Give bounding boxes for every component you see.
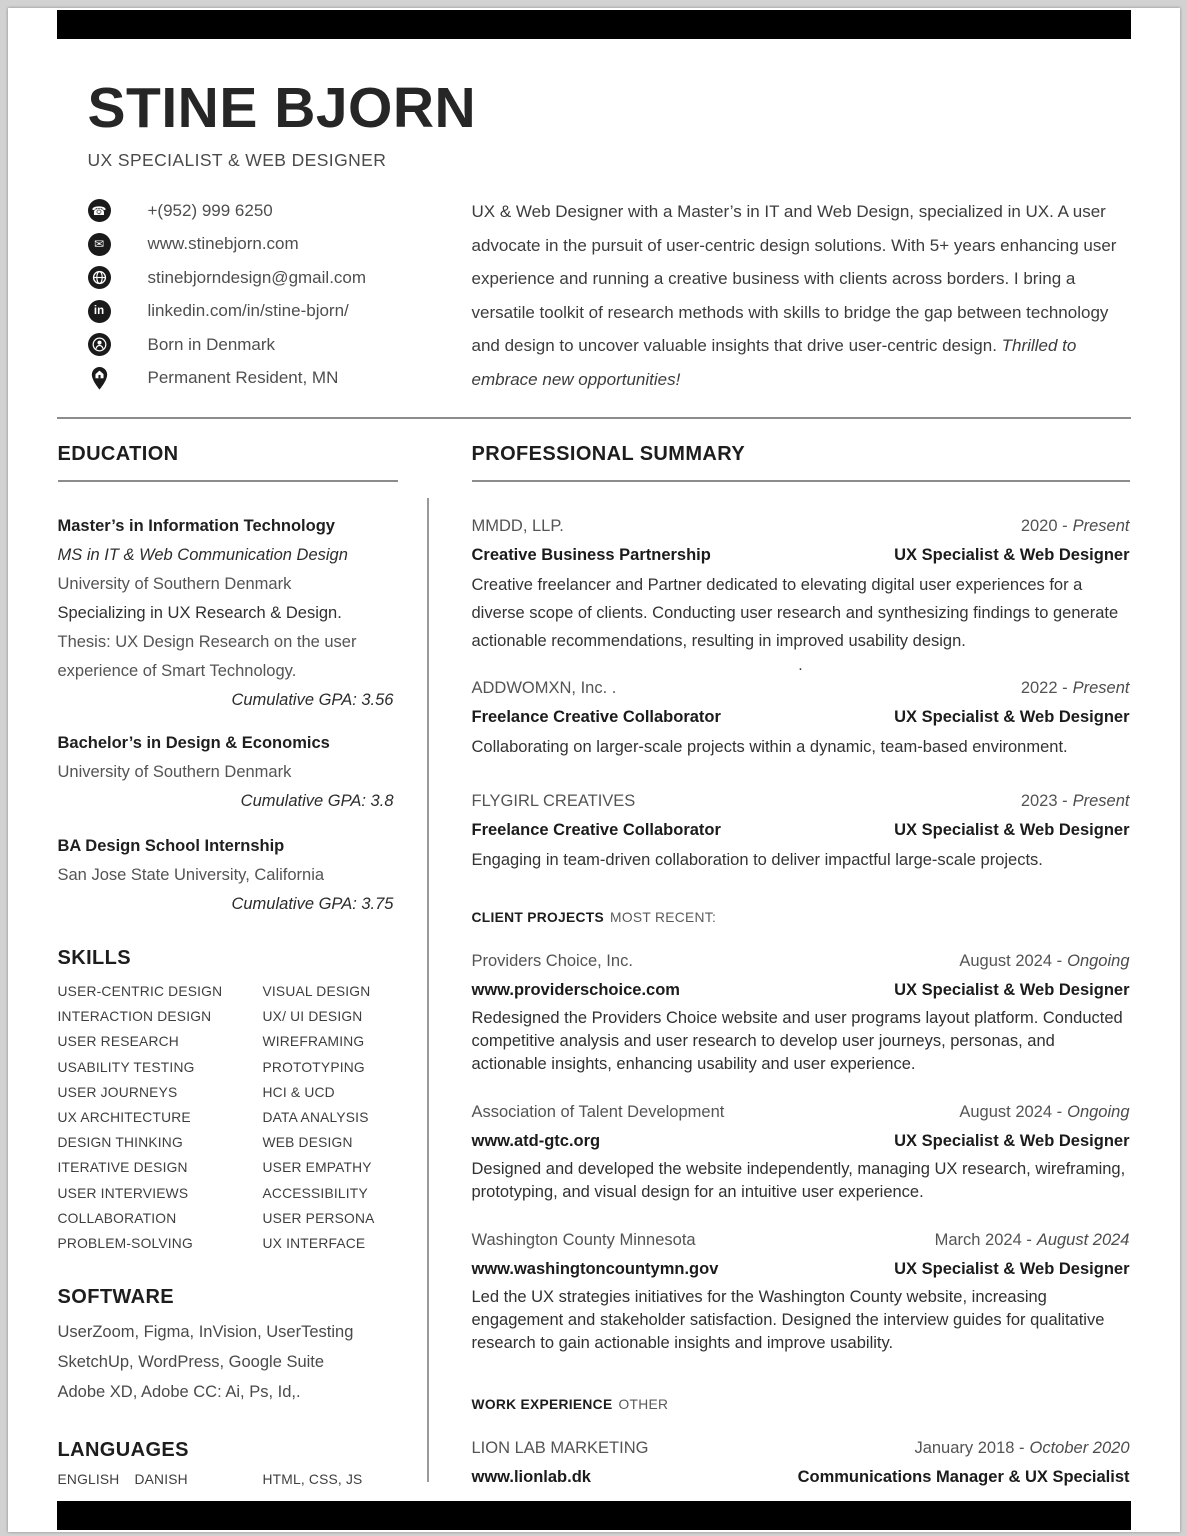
software-list <box>58 1317 398 1407</box>
code-languages: HTML, CSS, JS <box>262 1472 363 1488</box>
project-header-row <box>472 947 1130 976</box>
company-name: ADDWOMXN, Inc. . <box>471 679 617 697</box>
languages-heading: LANGUAGES <box>57 1439 189 1462</box>
project-entry-providers-choice <box>472 947 1130 1076</box>
project-url[interactable]: www.washingtoncountymn.gov <box>471 1260 719 1278</box>
job-url-row <box>472 1463 1130 1492</box>
job-header-row <box>472 674 1130 703</box>
contact-email[interactable]: stinebjorndesign@gmail.com <box>147 267 367 287</box>
date-end: Present <box>1072 792 1130 810</box>
project-entry-atd <box>472 1098 1130 1204</box>
professional-summary-heading: PROFESSIONAL SUMMARY <box>471 443 746 465</box>
client-name: Association of Talent Development <box>471 1103 725 1121</box>
skill-item: ITERATIVE DESIGN <box>57 1160 188 1176</box>
contact-linkedin[interactable]: linkedin.com/in/stine-bjorn/ <box>147 301 349 321</box>
company-name: MMDD, LLP. <box>471 517 564 535</box>
contact-website[interactable]: www.stinebjorn.com <box>147 234 299 254</box>
globe-icon <box>88 266 111 289</box>
company-name: LION LAB MARKETING <box>471 1439 649 1457</box>
linkedin-icon: in <box>88 300 111 323</box>
job-description: Creative freelancer and Partner dedicated to elevating digital user experiences for a diverse scope of clients. Conducting user research and synthesizing findings to generate actionable recommendations, resulting in improved usability design. <box>471 576 1119 650</box>
job-entry-mmdd <box>472 512 1130 655</box>
degree: Bachelor’s in Design & Economics <box>57 734 330 752</box>
project-header-row <box>472 1226 1130 1255</box>
school: San Jose State University, California <box>57 866 325 884</box>
job-entry-addwomxn <box>472 674 1130 761</box>
client-name: Washington County Minnesota <box>471 1231 696 1249</box>
contact-item-origin <box>88 328 472 362</box>
skills-heading: SKILLS <box>57 947 132 969</box>
date-end: October 2020 <box>1029 1439 1130 1457</box>
job-role: Freelance Creative Collaborator <box>471 821 721 839</box>
skill-item: WIREFRAMING <box>262 1034 365 1050</box>
job-title: Communications Manager & UX Specialist <box>797 1468 1130 1486</box>
date-start: 2020 - <box>1020 517 1068 535</box>
job-role-row <box>472 703 1130 732</box>
job-description: Engaging in team-driven collaboration to deliver impactful large-scale projects. <box>471 851 1043 869</box>
project-dates <box>959 947 1129 976</box>
skill-item: UX INTERFACE <box>262 1236 366 1252</box>
language-item: ENGLISH <box>57 1472 120 1488</box>
project-header-row <box>472 1098 1130 1127</box>
contact-list <box>88 194 472 395</box>
skills-column-2 <box>263 979 375 1256</box>
project-url[interactable]: www.providerschoice.com <box>471 981 680 999</box>
date-start: 2022 - <box>1020 679 1068 697</box>
client-projects-label-rest: MOST RECENT: <box>610 910 717 925</box>
languages-list <box>58 1472 398 1487</box>
skill-item: WEB DESIGN <box>262 1135 353 1151</box>
contact-phone: +(952) 999 6250 <box>147 200 273 220</box>
header-divider-rule <box>57 417 1131 419</box>
job-role: Freelance Creative Collaborator <box>471 708 721 726</box>
language-item: DANISH <box>134 1472 188 1488</box>
project-description: Redesigned the Providers Choice website and user programs layout platform. Conducted competitive analysis and user research to develop user journeys, personas, and actionable insights, enhancing usability and user experience. <box>471 1009 1123 1073</box>
project-dates <box>935 1226 1130 1255</box>
client-name: Providers Choice, Inc. <box>471 952 633 970</box>
contact-item-email <box>88 261 472 295</box>
program: MS in IT & Web Communication Design <box>57 546 348 564</box>
project-url-row <box>472 1127 1130 1156</box>
skill-item: UX ARCHITECTURE <box>57 1110 191 1126</box>
skills-list <box>58 979 398 1256</box>
resume-page <box>8 8 1180 1532</box>
skill-item: USER JOURNEYS <box>57 1084 178 1100</box>
job-entry-lion-lab <box>472 1434 1130 1492</box>
job-title: UX Specialist & Web Designer <box>894 546 1130 564</box>
thesis: Thesis: UX Design Research on the user experience of Smart Technology. <box>57 633 357 680</box>
intro-block <box>472 195 1130 396</box>
skill-item: COLLABORATION <box>57 1210 177 1226</box>
school: University of Southern Denmark <box>57 575 292 593</box>
contact-item-linkedin <box>88 295 472 329</box>
contact-item-website <box>88 228 472 262</box>
job-title: UX Specialist & Web Designer <box>894 821 1130 839</box>
education-entry <box>58 832 398 919</box>
project-description: Led the UX strategies initiatives for the Washington County website, increasing engagement and stakeholder satisfaction. Designed the interview guides for qualitative research to gain actionable insights and improve usability. <box>471 1288 1105 1352</box>
date-end: August 2024 <box>1036 1231 1130 1249</box>
job-header-row <box>472 787 1130 816</box>
job-title: UX SPECIALIST & WEB DESIGNER <box>87 150 387 170</box>
project-url[interactable]: www.atd-gtc.org <box>471 1132 601 1150</box>
work-experience-label-bold: WORK EXPERIENCE <box>471 1397 613 1412</box>
work-experience-label <box>472 1397 1130 1412</box>
skill-item: USABILITY TESTING <box>57 1059 195 1075</box>
software-line: UserZoom, Figma, InVision, UserTesting <box>57 1323 354 1342</box>
skill-item: USER PERSONA <box>262 1210 375 1226</box>
left-column <box>58 443 398 1487</box>
right-column <box>472 443 1130 1492</box>
skill-item: USER EMPATHY <box>262 1160 372 1176</box>
project-description: Designed and developed the website independently, managing UX research, wireframing, prototyping, and visual design for an intuitive user experience. <box>471 1160 1126 1201</box>
gpa: Cumulative GPA: 3.75 <box>231 895 394 913</box>
date-end: Present <box>1072 517 1130 535</box>
company-name: FLYGIRL CREATIVES <box>471 792 636 810</box>
job-description: Collaborating on larger-scale projects within a dynamic, team-based environment. <box>471 738 1068 756</box>
person-icon <box>88 333 111 356</box>
job-header-row <box>472 1434 1130 1463</box>
project-url-row <box>472 1255 1130 1284</box>
professional-intro <box>472 195 1130 396</box>
top-black-bar <box>57 10 1131 39</box>
skill-item: PROBLEM-SOLVING <box>57 1236 193 1252</box>
skill-item: VISUAL DESIGN <box>262 984 371 999</box>
software-line: SketchUp, WordPress, Google Suite <box>57 1353 325 1372</box>
skill-item: INTERACTION DESIGN <box>57 1009 212 1025</box>
job-dates <box>1021 787 1130 816</box>
degree: BA Design School Internship <box>57 837 285 855</box>
project-dates <box>959 1098 1129 1127</box>
page-title: STINE BJORN <box>87 76 477 140</box>
column-divider-line <box>427 498 429 1482</box>
contact-item-phone <box>88 194 472 228</box>
software-heading: SOFTWARE <box>57 1286 175 1309</box>
client-projects-label <box>472 910 1130 925</box>
skill-item: USER INTERVIEWS <box>57 1185 189 1201</box>
header <box>87 76 477 395</box>
skill-item: DESIGN THINKING <box>57 1135 183 1151</box>
skill-item: HCI & UCD <box>262 1084 335 1100</box>
job-title: UX Specialist & Web Designer <box>894 708 1130 726</box>
gpa: Cumulative GPA: 3.56 <box>231 691 394 709</box>
project-title: UX Specialist & Web Designer <box>894 1132 1130 1150</box>
job-dates <box>1021 512 1130 541</box>
skill-item: DATA ANALYSIS <box>262 1110 369 1126</box>
date-start: 2023 - <box>1020 792 1068 810</box>
job-header-row <box>472 512 1130 541</box>
date-start: August 2024 - <box>959 1103 1063 1121</box>
work-experience-label-rest: OTHER <box>618 1397 669 1412</box>
project-title: UX Specialist & Web Designer <box>894 981 1130 999</box>
job-dates <box>1021 674 1130 703</box>
skill-item: ACCESSIBILITY <box>262 1185 368 1201</box>
skill-item: USER-CENTRIC DESIGN <box>57 984 223 999</box>
mail-icon: ✉ <box>88 233 111 256</box>
specialization: Specializing in UX Research & Design. <box>57 604 342 622</box>
degree: Master’s in Information Technology <box>57 517 335 535</box>
contact-item-residency <box>88 362 472 396</box>
date-start: March 2024 - <box>934 1231 1032 1249</box>
skill-item: USER RESEARCH <box>57 1034 179 1050</box>
education-entry <box>58 512 398 715</box>
skills-column-1 <box>58 979 263 1256</box>
job-role-row <box>472 816 1130 845</box>
contact-origin: Born in Denmark <box>147 334 276 354</box>
professional-summary-rule <box>472 480 1130 482</box>
date-end: Present <box>1072 679 1130 697</box>
client-projects-label-bold: CLIENT PROJECTS <box>471 910 605 925</box>
intro-tagline: Thrilled to embrace new opportunities! <box>471 336 1077 389</box>
bottom-black-bar <box>57 1501 1131 1530</box>
job-role-row <box>472 541 1130 570</box>
skill-item: PROTOTYPING <box>262 1059 365 1075</box>
project-url-row <box>472 976 1130 1005</box>
project-title: UX Specialist & Web Designer <box>894 1260 1130 1278</box>
education-rule <box>58 480 398 482</box>
gpa: Cumulative GPA: 3.8 <box>240 792 394 810</box>
education-entry <box>58 729 398 816</box>
intro-text: UX & Web Designer with a Master’s in IT and Web Design, specialized in UX. A user advocate in the pursuit of user-centric design solutions. With 5+ years enhancing user experience and running a creative business with clients across borders. I bring a versatile toolkit of research methods with skills to bridge the gap between technology and design to uncover valuable insights that drive user-centric design. <box>471 202 1117 355</box>
job-dates <box>914 1434 1129 1463</box>
job-url[interactable]: www.lionlab.dk <box>471 1468 591 1486</box>
project-entry-washington-county <box>472 1226 1130 1355</box>
date-start: August 2024 - <box>959 952 1063 970</box>
software-line: Adobe XD, Adobe CC: Ai, Ps, Id,. <box>57 1383 301 1402</box>
date-start: January 2018 - <box>914 1439 1025 1457</box>
spoken-languages <box>58 1472 263 1487</box>
date-end: Ongoing <box>1067 952 1130 970</box>
contact-residency: Permanent Resident, MN <box>147 368 339 388</box>
skill-item: UX/ UI DESIGN <box>262 1009 363 1025</box>
school: University of Southern Denmark <box>57 763 292 781</box>
stray-period: . <box>798 657 803 674</box>
job-entry-flygirl <box>472 787 1130 874</box>
phone-icon: ☎ <box>88 199 111 222</box>
job-role: Creative Business Partnership <box>471 546 711 564</box>
date-end: Ongoing <box>1067 1103 1130 1121</box>
location-pin-icon <box>88 367 111 390</box>
education-heading: EDUCATION <box>57 443 179 465</box>
